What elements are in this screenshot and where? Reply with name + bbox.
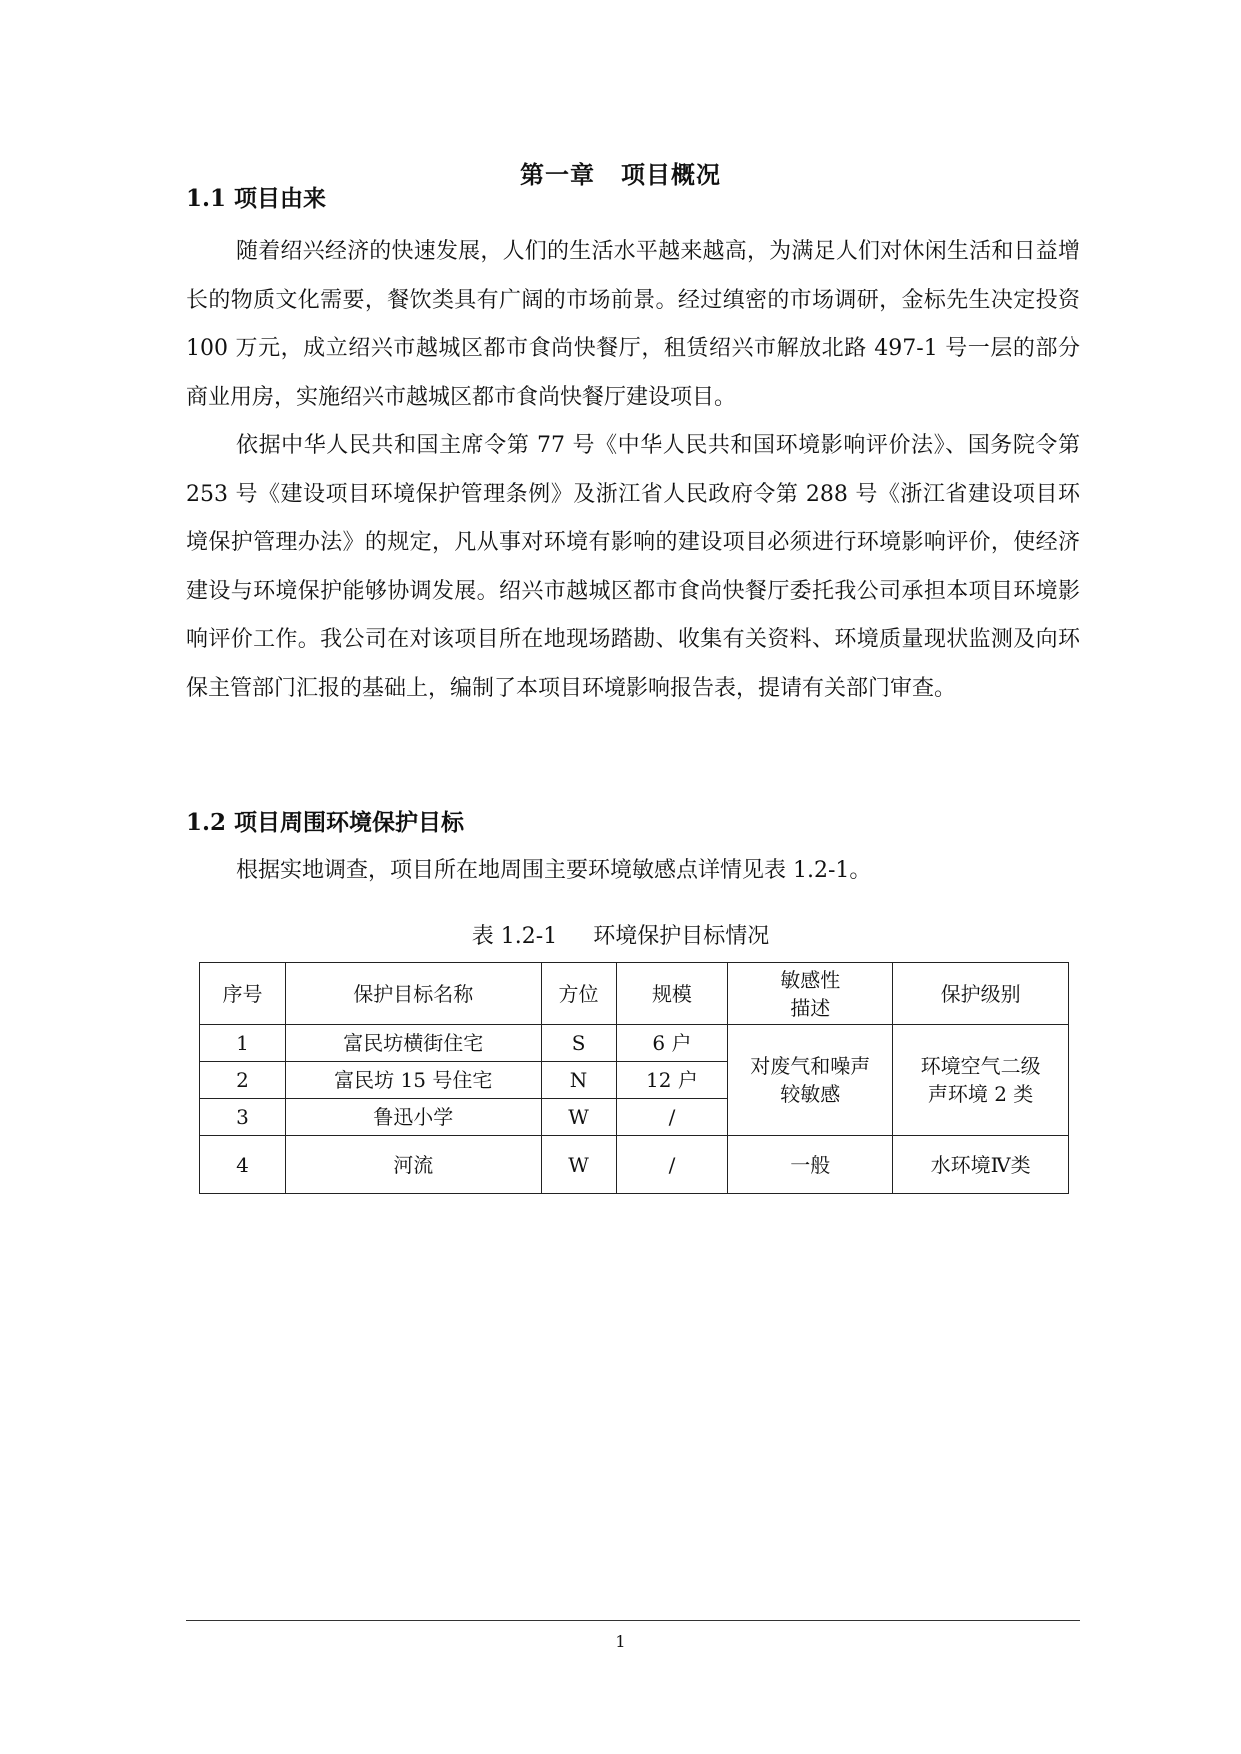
header-sensitivity-line1: 敏感性 (780, 967, 841, 992)
cell-seq: 2 (200, 1062, 286, 1099)
chapter-number: 第一章 (520, 160, 595, 189)
cell-name: 富民坊 15 号住宅 (285, 1062, 541, 1099)
cell-sensitivity: 一般 (728, 1136, 893, 1194)
cell-scale: / (616, 1136, 728, 1194)
header-sensitivity (728, 963, 893, 1025)
cell-seq: 4 (200, 1136, 286, 1194)
header-seq: 序号 (200, 963, 286, 1025)
cell-direction: N (541, 1062, 616, 1099)
section-heading-1-1: 1.1 项目由来 (186, 185, 327, 212)
environment-protection-table (199, 962, 1069, 1194)
page-number: 1 (615, 1632, 626, 1651)
paragraph-survey: 根据实地调查，项目所在地周围主要环境敏感点详情见表 1.2-1。 (236, 858, 872, 883)
cell-sensitivity-merged (728, 1025, 893, 1136)
table-number: 表 1.2-1 (471, 924, 558, 949)
footer-divider (186, 1620, 1080, 1621)
level-line2: 声环境 2 类 (927, 1082, 1034, 1106)
paragraph-project-origin: 随着绍兴经济的快速发展，人们的生活水平越来越高，为满足人们对休闲生活和日益增长的物质文化需要，餐饮类具有广阔的市场前景。经过缜密的市场调研，金标先生决定投资 100 万元，成立绍兴市越城区都市食尚快餐厅，租赁绍兴市解放北路 497-1 号一层的部分商业用房，实施绍兴市越城区都市食尚快餐厅建设项目。 (186, 239, 1080, 410)
cell-name: 河流 (285, 1136, 541, 1194)
chapter-name: 项目概况 (621, 160, 721, 189)
sensitivity-line1: 对废气和噪声 (750, 1054, 871, 1078)
sensitivity-line2: 较敏感 (780, 1082, 841, 1106)
section-heading-1-2: 1.2 项目周围环境保护目标 (186, 809, 465, 836)
cell-seq: 1 (200, 1025, 286, 1062)
header-sensitivity-line2: 描述 (790, 995, 831, 1020)
cell-name: 鲁迅小学 (285, 1099, 541, 1136)
table-title: 环境保护目标情况 (593, 924, 770, 949)
header-level: 保护级别 (893, 963, 1069, 1025)
cell-name: 富民坊横街住宅 (285, 1025, 541, 1062)
header-name: 保护目标名称 (285, 963, 541, 1025)
cell-direction: W (541, 1099, 616, 1136)
cell-scale: / (616, 1099, 728, 1136)
header-scale: 规模 (616, 963, 728, 1025)
cell-direction: S (541, 1025, 616, 1062)
cell-level: 水环境Ⅳ类 (893, 1136, 1069, 1194)
table-row (200, 1136, 1069, 1194)
level-line1: 环境空气二级 (920, 1054, 1041, 1078)
cell-seq: 3 (200, 1099, 286, 1136)
cell-direction: W (541, 1136, 616, 1194)
table-row (200, 1025, 1069, 1062)
header-direction: 方位 (541, 963, 616, 1025)
paragraph-legal-basis: 依据中华人民共和国主席令第 77 号《中华人民共和国环境影响评价法》、国务院令第 253 号《建设项目环境保护管理条例》及浙江省人民政府令第 288 号《浙江省建设项目环境保护管理办法》的规定，凡从事对环境有影响的建设项目必须进行环境影响评价，使经济建设与环境保护能够协调发展。绍兴市越城区都市食尚快餐厅委托我公司承担本项目环境影响评价工作。我公司在对该项目所在地现场踏勘、收集有关资料、环境质量现状监测及向环保主管部门汇报的基础上，编制了本项目环境影响报告表，提请有关部门审查。 (186, 433, 1080, 701)
table-caption (0, 920, 1241, 954)
cell-scale: 12 户 (616, 1062, 728, 1099)
cell-scale: 6 户 (616, 1025, 728, 1062)
table-header-row (200, 963, 1069, 1025)
cell-level-merged (893, 1025, 1069, 1136)
